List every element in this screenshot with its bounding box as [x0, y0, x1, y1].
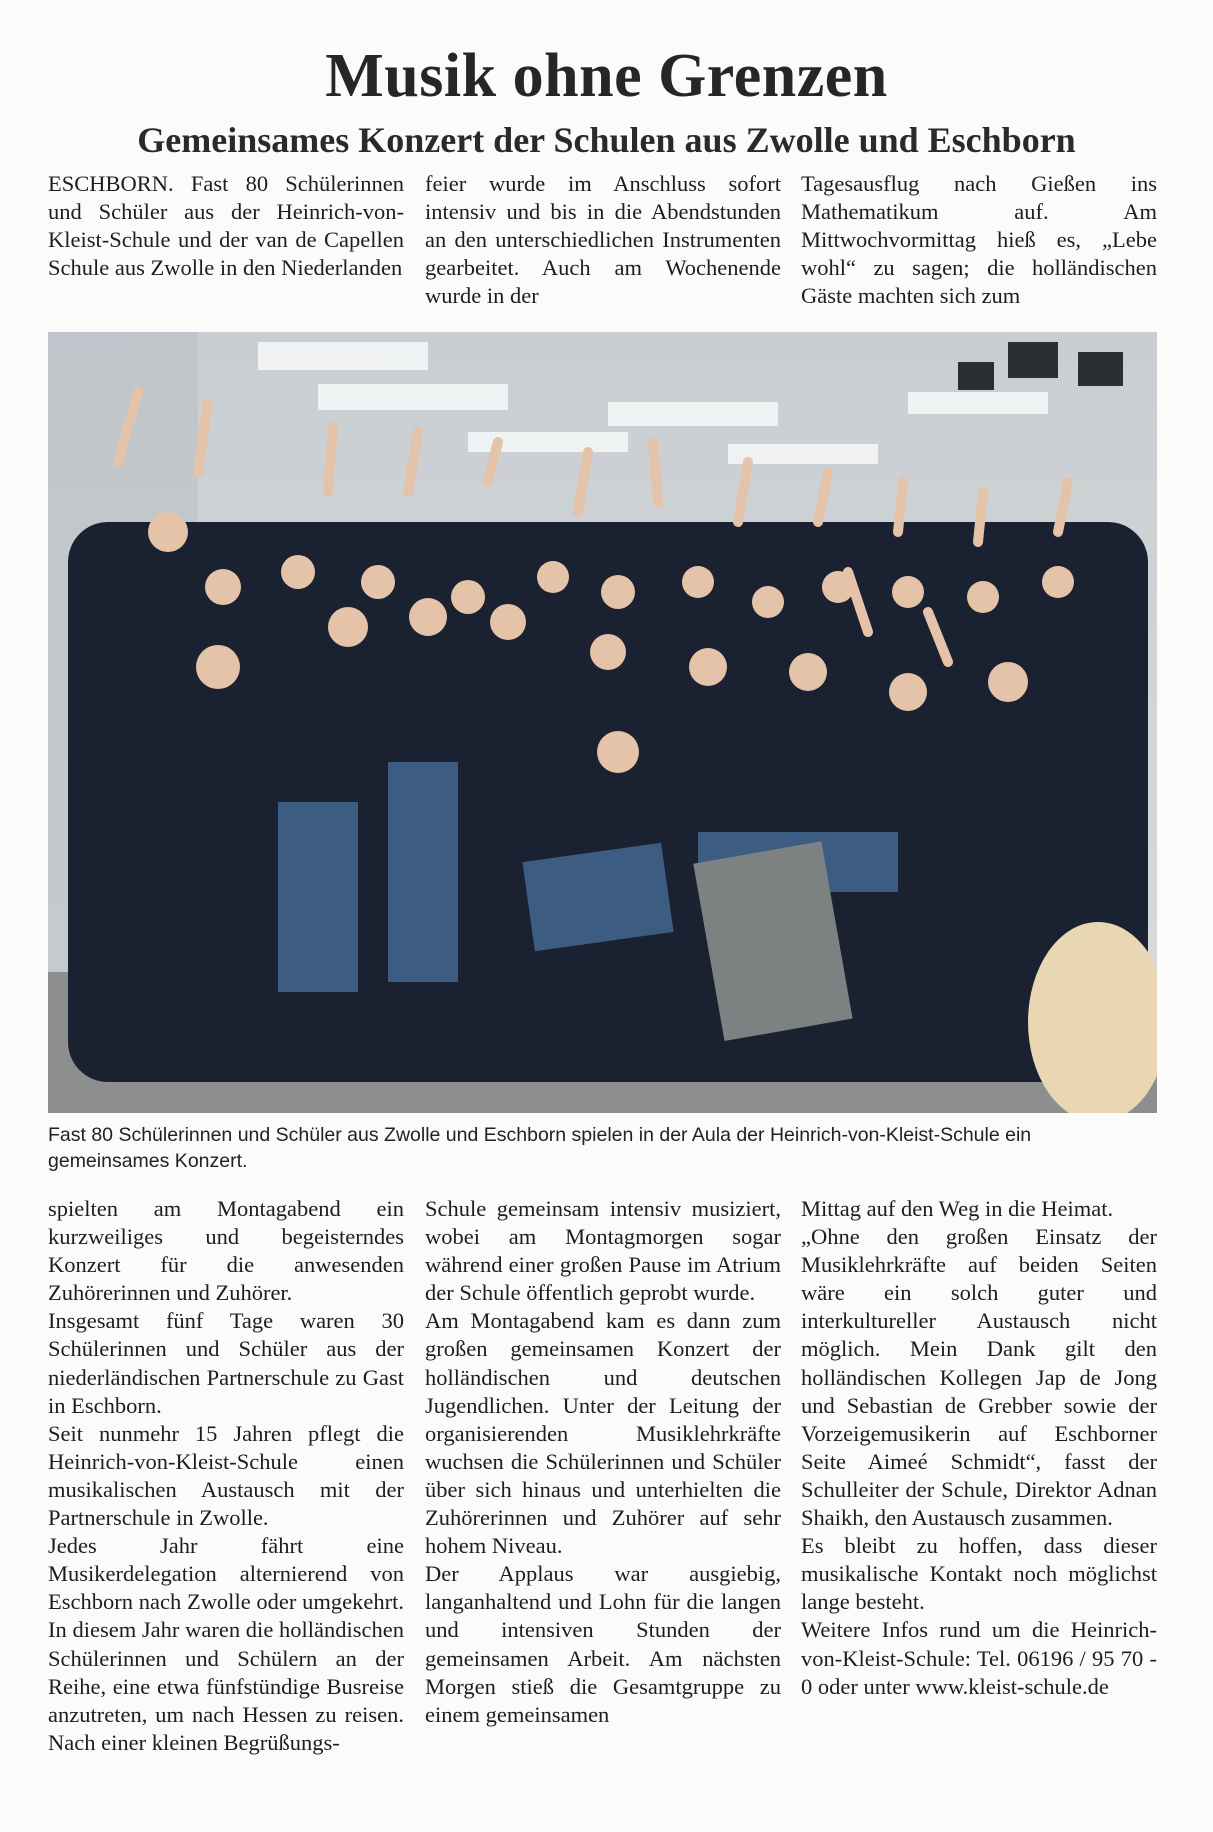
bottom-column-1 — [48, 1195, 404, 1757]
paragraph: Schule gemeinsam intensiv musiziert, wobei am Montagmorgen sogar während einer großen Pause im Atrium der Schule öffentlich geprobt wurde. — [425, 1196, 781, 1306]
paragraph: Weitere Infos rund um die Heinrich-von-Kleist-Schule: Tel. 06196 / 95 70 - 0 oder unter www.kleist-schule.de — [801, 1617, 1157, 1699]
paragraph: Tagesausflug nach Gießen ins Mathematikum auf. Am Mittwochvormittag hieß es, „Lebe wohl“ zu sagen; die holländischen Gäste machten sich zum — [801, 171, 1157, 309]
paragraph: Am Montagabend kam es dann zum großen gemeinsamen Konzert der holländischen und deutschen Jugendlichen. Unter der Leitung der organisierenden Musiklehrkräfte wuchsen die Schülerinnen und Schüler über sich hinaus und unterhielten die Zuhörerinnen und Zuhörer auf sehr hohem Niveau. — [425, 1308, 781, 1559]
paragraph: „Ohne den großen Einsatz der Musiklehrkräfte auf beiden Seiten wäre ein solch guter und interkultureller Austausch nicht möglich. Mein Dank gilt den holländischen Kollegen Jap de Jong und Sebastian de Grebber sowie der Vorzeigemusikerin auf Eschborner Seite Aimeé Schmidt“, fasst der Schulleiter der Schule, Direktor Adnan Shaikh, den Austausch zusammen. — [801, 1224, 1157, 1531]
bottom-column-2 — [425, 1195, 781, 1729]
group-photo — [48, 332, 1157, 1113]
paragraph: ESCHBORN. Fast 80 Schülerinnen und Schüler aus der Heinrich-von-Kleist-Schule und der van de Capellen Schule aus Zwolle in den Niederlanden — [48, 171, 404, 281]
group-photo-illustration — [48, 332, 1157, 1113]
photo-caption: Fast 80 Schülerinnen und Schüler aus Zwolle und Eschborn spielen in der Aula der Heinrich-von-Kleist-Schule ein gemeinsames Konzert. — [48, 1124, 1032, 1172]
paragraph: spielten am Montagabend ein kurzweiliges und begeisterndes Konzert für die anwesenden Zuhörerinnen und Zuhörer. — [48, 1196, 404, 1306]
article-subheadline: Gemeinsames Konzert der Schulen aus Zwolle und Eschborn — [137, 120, 1076, 160]
paragraph: Insgesamt fünf Tage waren 30 Schülerinnen und Schüler aus der niederländischen Partnerschule zu Gast in Eschborn. — [48, 1308, 404, 1418]
top-column-3 — [801, 170, 1157, 310]
article-headline: Musik ohne Grenzen — [325, 42, 888, 110]
paragraph: Jedes Jahr fährt eine Musikerdelegation alternierend von Eschborn nach Zwolle oder umgekehrt. In diesem Jahr waren die holländischen Schülerinnen und Schülern an der Reihe, eine etwa fünfstündige Busreise anzutreten, um nach Hessen zu reisen. Nach einer kleinen Begrüßungs- — [48, 1533, 404, 1755]
paragraph: Der Applaus war ausgiebig, langanhaltend und Lohn für die langen und intensiven Stunden der gemeinsamen Arbeit. Am nächsten Morgen stieß die Gesamtgruppe zu einem gemeinsamen — [425, 1561, 781, 1727]
top-column-1 — [48, 170, 404, 282]
paragraph: Seit nunmehr 15 Jahren pflegt die Heinrich-von-Kleist-Schule einen musikalischen Austausch mit der Partnerschule in Zwolle. — [48, 1420, 404, 1531]
paragraph: Mittag auf den Weg in die Heimat. — [801, 1196, 1114, 1221]
paragraph: Es bleibt zu hoffen, dass dieser musikalische Kontakt noch möglichst lange besteht. — [801, 1533, 1157, 1615]
paragraph: feier wurde im Anschluss sofort intensiv und bis in die Abendstunden an den unterschiedlichen Instrumenten gearbeitet. Auch am Wochenende wurde in der — [425, 171, 781, 309]
bottom-column-3 — [801, 1195, 1157, 1701]
top-column-2 — [425, 170, 781, 310]
